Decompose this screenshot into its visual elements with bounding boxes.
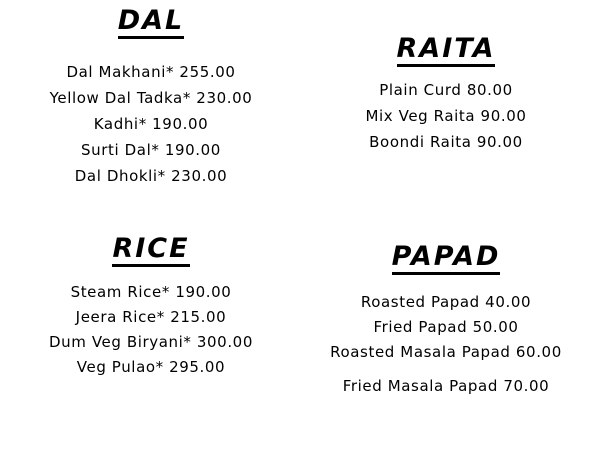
menu-item-fried-masala-papad: Fried Masala Papad 70.00 — [342, 377, 550, 395]
papad-heading: PAPAD — [392, 242, 501, 275]
menu-item-boondi-raita: Boondi Raita 90.00 — [369, 133, 523, 151]
papad-section — [300, 242, 592, 399]
menu-item-plain-curd: Plain Curd 80.00 — [379, 81, 513, 99]
menu-item-yellow-dal-tadka: Yellow Dal Tadka* 230.00 — [49, 89, 253, 107]
menu-item-dal-makhani: Dal Makhani* 255.00 — [66, 63, 236, 81]
menu-item-kadhi: Kadhi* 190.00 — [93, 115, 209, 133]
menu-item-steam-rice: Steam Rice* 190.00 — [70, 283, 232, 301]
rice-heading: RICE — [112, 234, 189, 267]
raita-section — [300, 34, 592, 155]
menu-item-veg-pulao: Veg Pulao* 295.00 — [76, 358, 226, 376]
dal-section — [0, 6, 302, 189]
menu-item-roasted-papad: Roasted Papad 40.00 — [360, 293, 532, 311]
raita-heading: RAITA — [397, 34, 496, 67]
raita-item-list — [300, 77, 592, 155]
rice-item-list — [0, 280, 302, 380]
menu-item-dal-dhokli: Dal Dhokli* 230.00 — [74, 167, 228, 185]
menu-item-surti-dal: Surti Dal* 190.00 — [81, 141, 221, 159]
dal-heading: DAL — [118, 6, 185, 39]
menu-item-mix-veg-raita: Mix Veg Raita 90.00 — [365, 107, 527, 125]
dal-item-list — [0, 59, 302, 189]
menu-item-roasted-masala-papad: Roasted Masala Papad 60.00 — [330, 343, 562, 361]
menu-item-dum-veg-biryani: Dum Veg Biryani* 300.00 — [49, 333, 253, 351]
menu-item-fried-papad: Fried Papad 50.00 — [373, 318, 519, 336]
papad-item-list — [300, 290, 592, 399]
rice-section — [0, 234, 302, 380]
menu-item-jeera-rice: Jeera Rice* 215.00 — [75, 308, 227, 326]
